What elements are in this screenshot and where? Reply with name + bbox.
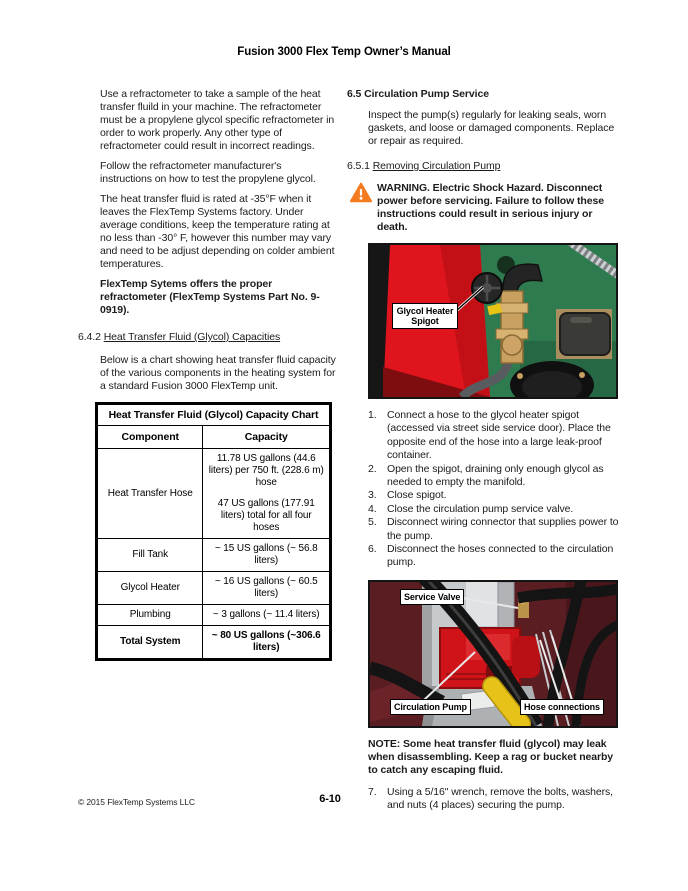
paragraph-refractometer: Use a refractometer to take a sample of the heat transfer fluild in your machine. The refractometer must be a propylene glycol specific refractometer in order to work properly. Any other type of refractometer could result in incorrect readings.	[100, 88, 335, 152]
footer-page-number: 6-10	[319, 793, 341, 805]
cell-component: Glycol Heater	[98, 572, 203, 605]
cell-capacity: ~ 15 US gallons (~ 56.8 liters)	[203, 539, 330, 572]
right-column	[347, 88, 623, 823]
step-item: 7. Using a 5/16" wrench, remove the bolts, washers, and nuts (4 places) securing the pump.	[368, 785, 613, 812]
cell-component: Heat Transfer Hose	[98, 449, 203, 539]
section-title: Removing Circulation Pump	[372, 160, 501, 172]
section-title: Heat Transfer Fluid (Glycol) Capacities	[103, 331, 281, 343]
table-title: Heat Transfer Fluid (Glycol) Capacity Chart	[98, 405, 330, 426]
section-title: Circulation Pump Service	[364, 88, 489, 100]
section-number: 6.4.2	[78, 331, 101, 343]
photo-glycol-heater-spigot	[368, 243, 618, 399]
cell-component: Fill Tank	[98, 539, 203, 572]
step-item: 1. Connect a hose to the glycol heater spigot (accessed via street side service door). Place the opposite end of the hose into a large leak-proof container.	[368, 409, 611, 462]
warning-triangle-icon	[350, 182, 372, 234]
page-title: Fusion 3000 Flex Temp Owner’s Manual	[237, 46, 451, 58]
cell-capacity: ~ 3 gallons (~ 11.4 liters)	[203, 605, 330, 626]
step-item: 3. Close spigot.	[368, 489, 447, 502]
paragraph-pump-inspect: Inspect the pump(s) regularly for leaking seals, worn gaskets, and loose or damaged components. Replace or repair as required.	[368, 109, 615, 147]
table-row	[98, 605, 330, 626]
capacity-table	[95, 402, 332, 661]
table-row	[98, 572, 330, 605]
callout-glycol-heater-spigot: Glycol Heater Spigot	[392, 303, 458, 329]
procedure-steps	[368, 409, 623, 570]
table-header-capacity: Capacity	[203, 426, 330, 449]
paragraph-instructions: Follow the refractometer manufacturer's instructions on how to test the propylene glycol.	[100, 160, 316, 185]
paragraph-fluid-rating: The heat transfer fluid is rated at -35°F when it leaves the FlexTemp Systems factory. Under average conditions, keep the temperature rating at no less than -30° F, however this number may vary and need to be adjust depending on colder ambient temperatures.	[100, 193, 335, 270]
note-text: NOTE: Some heat transfer fluid (glycol) may leak when disassembling. Keep a rag or bucket nearby to catch any escaping fluid.	[368, 737, 614, 776]
section-number: 6.5	[347, 88, 362, 100]
table-row	[98, 449, 330, 539]
warning-text: WARNING. Electric Shock Hazard. Disconnect power before servicing. Failure to follow these instructions could result in serious injury or death.	[377, 182, 604, 233]
service-valve-fitting	[518, 602, 529, 618]
warning-block	[350, 182, 623, 234]
callout-hose-connections: Hose connections	[520, 699, 604, 715]
section-number: 6.5.1	[347, 160, 370, 172]
photo-circulation-pump	[368, 580, 618, 728]
cell-capacity: ~ 16 US gallons (~ 60.5 liters)	[203, 572, 330, 605]
table-header-component: Component	[98, 426, 203, 449]
table-row	[98, 539, 330, 572]
step-item: 5. Disconnect wiring connector that supplies power to the pump.	[368, 516, 619, 542]
left-column	[78, 88, 336, 661]
step-item: 6. Disconnect the hoses connected to the circulation pump.	[368, 543, 614, 569]
callout-service-valve: Service Valve	[400, 589, 464, 605]
section-heading-65	[347, 88, 623, 101]
section-heading-651	[347, 160, 623, 173]
cell-component: Plumbing	[98, 605, 203, 626]
callout-circulation-pump: Circulation Pump	[390, 699, 471, 715]
step-item: 4. Close the circulation pump service valve.	[368, 502, 574, 515]
paragraph-table-intro: Below is a chart showing heat transfer fluid capacity of the various components in the heating system for a standard Fusion 3000 FlexTemp unit.	[100, 354, 336, 392]
cell-capacity: 11.78 US gallons (44.6 liters) per 750 ft. (228.6 m) hose	[208, 453, 324, 488]
cell-component: Total System	[98, 626, 203, 659]
section-heading-642	[78, 331, 336, 344]
footer-copyright: © 2015 FlexTemp Systems LLC	[78, 797, 195, 807]
step-item: 2. Open the spigot, draining only enough glycol as needed to empty the manifold.	[368, 462, 604, 489]
cell-capacity-total: 47 US gallons (177.91 liters) total for all four hoses	[217, 498, 315, 533]
cell-capacity: ~ 80 US gallons (~306.6 liters)	[203, 626, 330, 659]
pump-end-bell	[512, 636, 540, 678]
paragraph-part-number: FlexTemp Sytems offers the proper refractometer (FlexTemp Systems Part No. 9-0919).	[100, 278, 320, 316]
table-row-total	[98, 626, 330, 659]
